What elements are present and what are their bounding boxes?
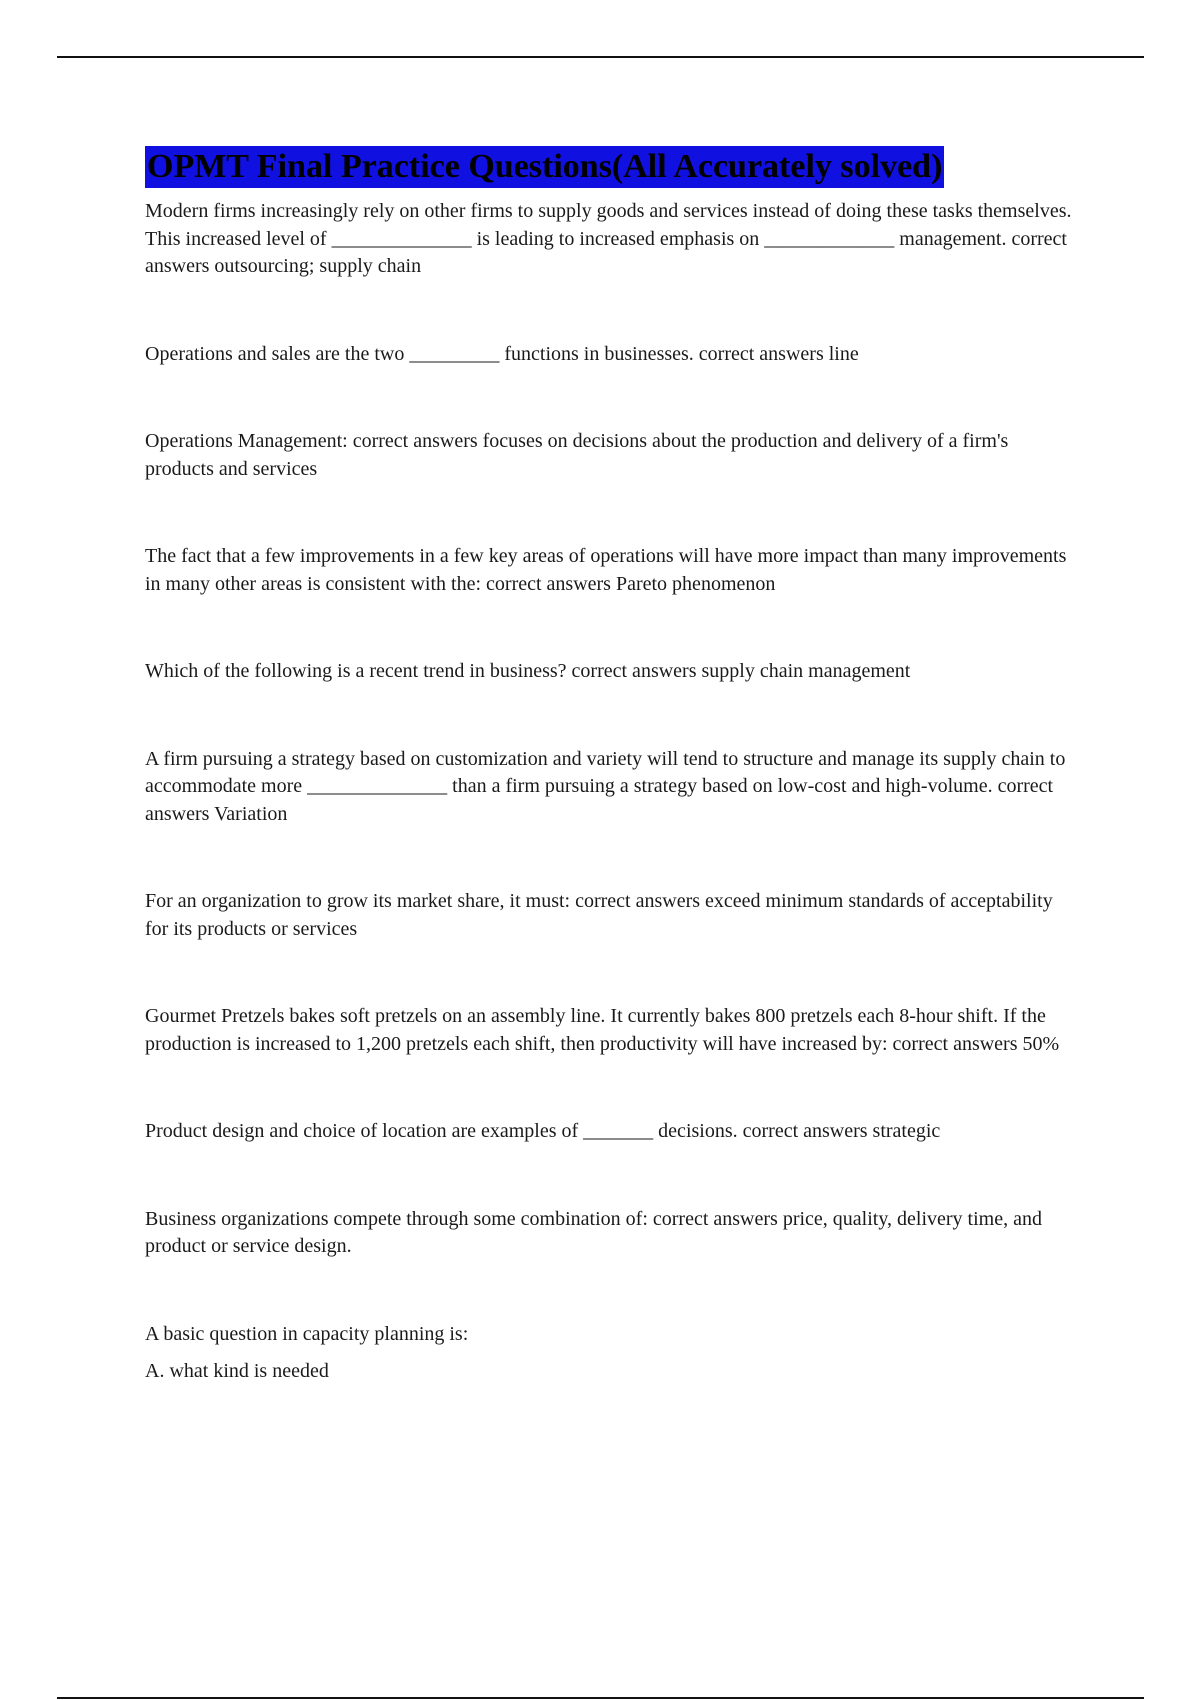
question-item: Which of the following is a recent trend in business? correct answers supply chain management bbox=[145, 660, 911, 682]
question-item: A firm pursuing a strategy based on customization and variety will tend to structure and manage its supply chain to accommodate more ______________ than a firm pursuing a strategy based on low-cost and high-volume. correct answers Variation bbox=[145, 747, 1066, 825]
question-item: Operations and sales are the two _________ functions in businesses. correct answers line bbox=[145, 342, 859, 365]
page-bottom-rule bbox=[57, 1697, 1144, 1699]
question-item: Business organizations compete through some combination of: correct answers price, quality, delivery time, and product or service design. bbox=[145, 1207, 1042, 1257]
page-top-rule bbox=[57, 56, 1144, 58]
question-item: Gourmet Pretzels bakes soft pretzels on an assembly line. It currently bakes 800 pretzels each 8-hour shift. If the production is increased to 1,200 pretzels each shift, then productivity will have increased by: correct answers 50% bbox=[145, 1005, 1060, 1055]
question-item: Product design and choice of location are examples of _______ decisions. correct answers strategic bbox=[145, 1120, 941, 1142]
answer-option: A. what kind is needed bbox=[145, 1360, 329, 1382]
question-item: A basic question in capacity planning is: bbox=[145, 1322, 469, 1345]
question-item: Modern firms increasingly rely on other firms to supply goods and services instead of doing these tasks themselves. This increased level of ______________ is leading to increased emphasis on _____________ management. correct answers outsourcing; supply chain bbox=[145, 200, 1072, 277]
document-body bbox=[145, 146, 1080, 1386]
question-item: The fact that a few improvements in a few key areas of operations will have more impact than many improvements in many other areas is consistent with the: correct answers Pareto phenomenon bbox=[145, 545, 1067, 595]
document-title: OPMT Final Practice Questions(All Accurately solved) bbox=[145, 146, 944, 188]
question-item: Operations Management: correct answers focuses on decisions about the production and delivery of a firm's products and services bbox=[145, 430, 1009, 480]
question-item: For an organization to grow its market share, it must: correct answers exceed minimum standards of acceptability for its products or services bbox=[145, 890, 1053, 940]
